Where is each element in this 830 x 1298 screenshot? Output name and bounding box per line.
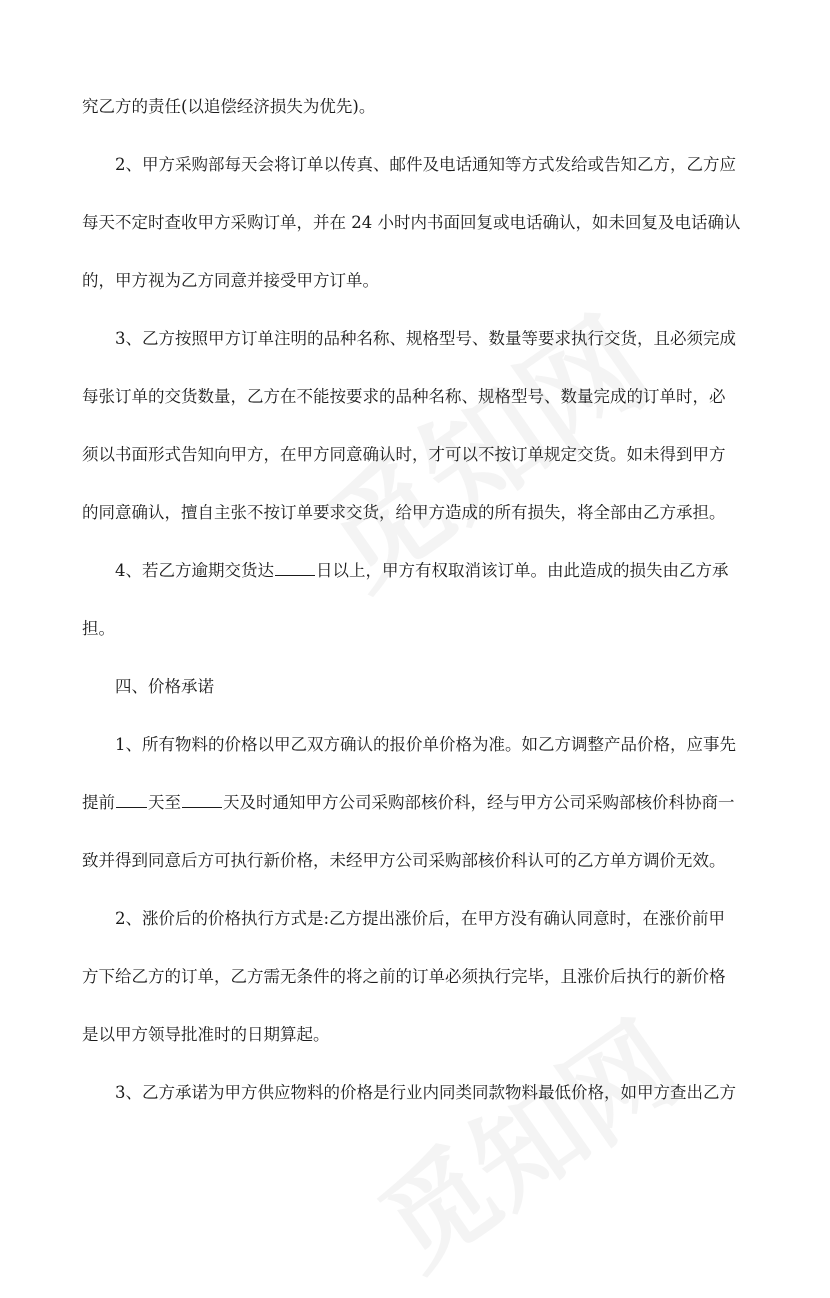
text-line: 致并得到同意后方可执行新价格，未经甲方公司采购部核价科认可的乙方单方调价无效。 <box>82 851 726 870</box>
text-line: 3、乙方按照甲方订单注明的品种名称、规格型号、数量等要求执行交货，且必须完成 <box>115 329 736 348</box>
text-line: 是以甲方领导批准时的日期算起。 <box>82 1025 330 1044</box>
text-line: 担。 <box>82 619 115 638</box>
text-line: 的同意确认，擅自主张不按订单要求交货，给甲方造成的所有损失，将全部由乙方承担。 <box>82 503 726 522</box>
text-fragment: 提前 <box>82 793 115 812</box>
text-fragment: 日以上，甲方有权取消该订单。由此造成的损失由乙方承 <box>316 561 729 580</box>
text-line: 方下给乙方的订单，乙方需无条件的将之前的订单必须执行完毕，且涨价后执行的新价格 <box>82 967 726 986</box>
text-line: 每天不定时查收甲方采购订单，并在 24 小时内书面回复或电话确认，如未回复及电话确认 <box>82 213 741 232</box>
text-line: 的，甲方视为乙方同意并接受甲方订单。 <box>82 271 379 290</box>
document-body <box>82 78 746 1122</box>
text-line: 每张订单的交货数量，乙方在不能按要求的品种名称、规格型号、数量完成的订单时，必 <box>82 387 726 406</box>
fill-blank <box>116 791 147 808</box>
fill-blank <box>182 791 222 808</box>
text-line: 须以书面形式告知向甲方，在甲方同意确认时，才可以不按订单规定交货。如未得到甲方 <box>82 445 726 464</box>
paragraph-4-line <box>82 542 746 600</box>
text-fragment: 天至 <box>148 793 181 812</box>
price-notice-line <box>82 774 746 832</box>
fill-blank <box>275 559 315 576</box>
text-line: 1、所有物料的价格以甲乙双方确认的报价单价格为准。如乙方调整产品价格，应事先 <box>115 735 736 754</box>
text-fragment: 4、若乙方逾期交货达 <box>115 561 274 580</box>
text-line: 2、甲方采购部每天会将订单以传真、邮件及电话通知等方式发给或告知乙方，乙方应 <box>115 155 736 174</box>
section-title: 四、价格承诺 <box>115 677 214 696</box>
text-line: 究乙方的责任(以追偿经济损失为优先)。 <box>82 97 376 116</box>
text-line: 2、涨价后的价格执行方式是:乙方提出涨价后，在甲方没有确认同意时，在涨价前甲 <box>115 909 726 928</box>
text-fragment: 天及时通知甲方公司采购部核价科，经与甲方公司采购部核价科协商一 <box>223 793 735 812</box>
text-line: 3、乙方承诺为甲方供应物料的价格是行业内同类同款物料最低价格，如甲方查出乙方 <box>115 1083 736 1102</box>
